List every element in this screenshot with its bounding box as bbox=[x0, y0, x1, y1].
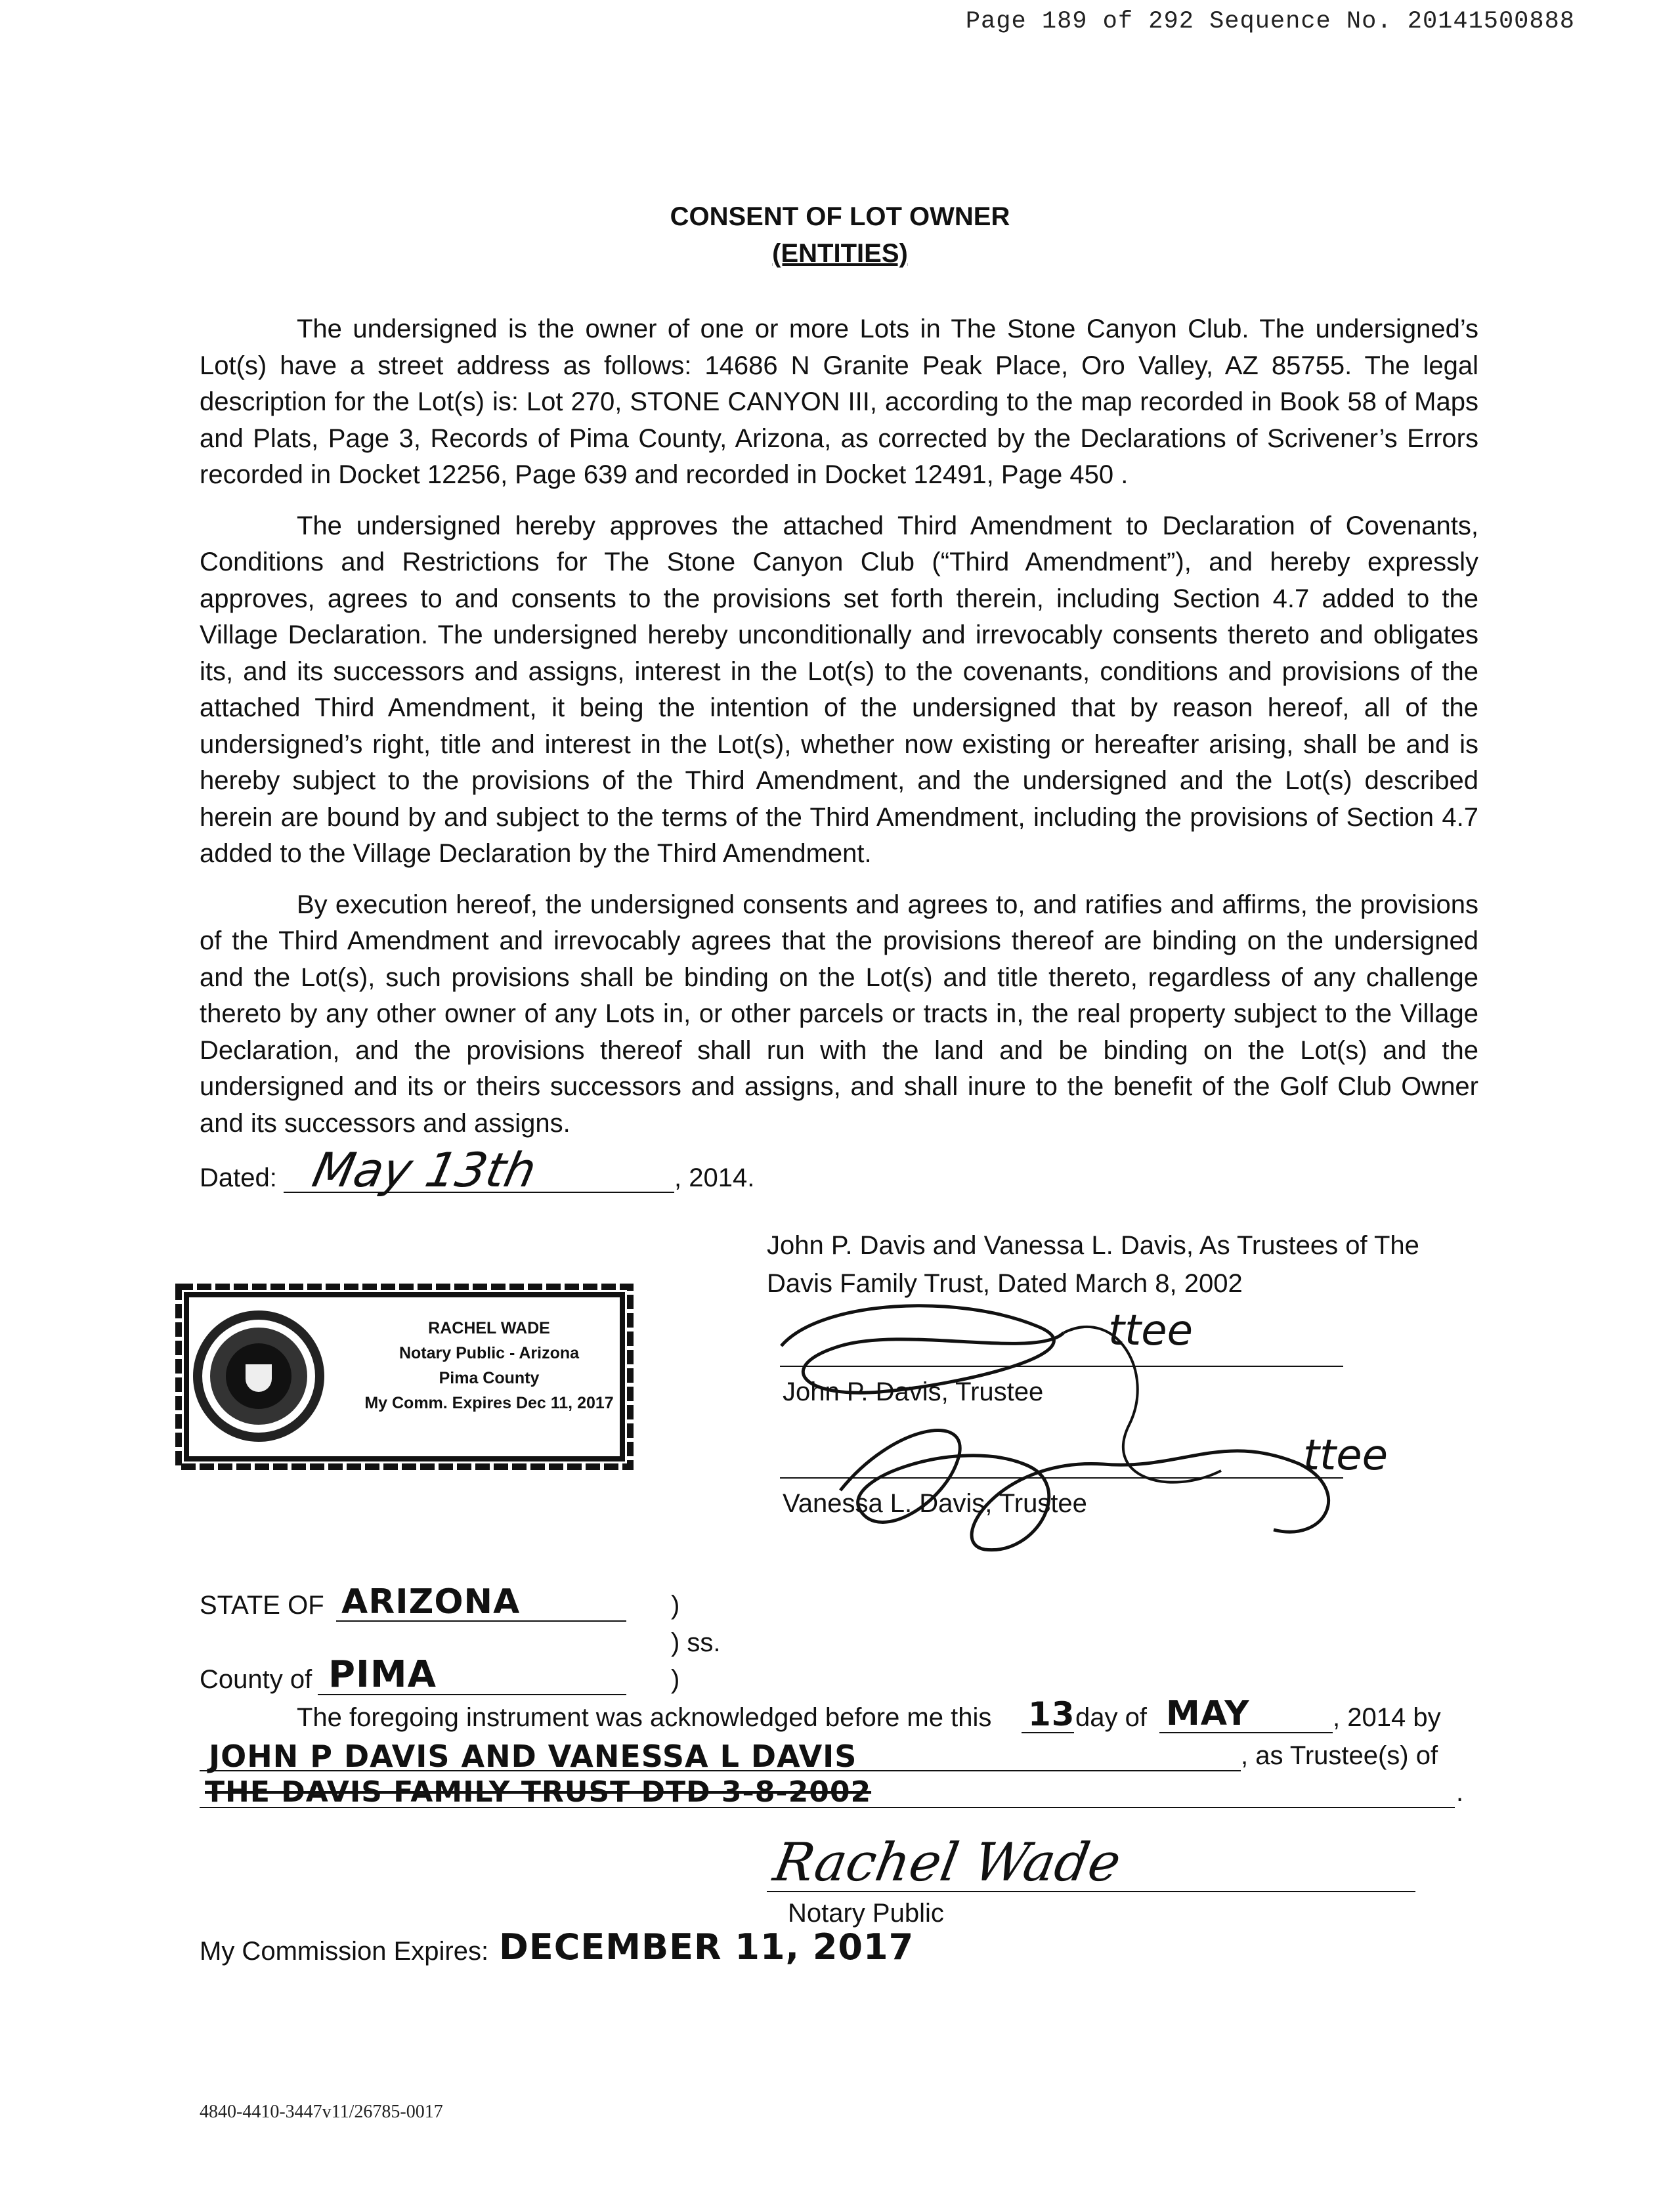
state-value-handwritten: ARIZONA bbox=[341, 1582, 521, 1622]
notary-caption: Notary Public bbox=[788, 1899, 944, 1928]
signer1-signature-line bbox=[780, 1366, 1343, 1367]
signer2-signature-line bbox=[780, 1477, 1343, 1479]
state-paren: ) bbox=[671, 1591, 680, 1620]
notary-signature-handwritten: Rachel Wade bbox=[769, 1832, 1126, 1893]
ack-trust-underline bbox=[200, 1807, 1455, 1808]
ack-month-underline bbox=[1159, 1732, 1333, 1733]
ack-year-by: , 2014 by bbox=[1333, 1703, 1441, 1732]
dated-year: , 2014. bbox=[674, 1163, 755, 1192]
county-paren: ) bbox=[671, 1665, 680, 1694]
paragraph-execution: By execution hereof, the undersigned consents and agrees to, and ratifies and affirms, the provisions of the Third Amendment and irrevocably agrees that the provisions thereof are binding on the undersigned and the Lot(s), such provisions shall be binding on the Lot(s) and title thereto, regardless of any challenge thereto by any other owner of any Lots in, or other parcels or tracts in, the real property subject to the Village Declaration, and the provisions thereof shall run with the land and be binding on the Lot(s) and the undersigned and its or theirs successors and assigns, and shall inure to the benefit of the Golf Club Owner and its successors and assigns. bbox=[200, 890, 1478, 1138]
county-value-handwritten: PIMA bbox=[328, 1653, 437, 1696]
ack-trustees-of: , as Trustee(s) of bbox=[1241, 1741, 1438, 1770]
paragraph-lot-description: The undersigned is the owner of one or more Lots in The Stone Canyon Club. The undersigned’s Lot(s) have a street address as follows: 14686 N Granite Peak Place, Oro Valley, AZ 85755. The legal description for the Lot(s) is: Lot 270, STONE CANYON III, according to the map recorded in Book 58 of Maps and Plats, Page 3, Records of Pima County, Arizona, as corrected by the Declarations of Scrivener’s Errors recorded in Docket 12256, Page 639 and recorded in Docket 12491, Page 450 . bbox=[200, 314, 1478, 489]
commission-label: My Commission Expires: bbox=[200, 1937, 489, 1966]
ack-period: . bbox=[1456, 1778, 1464, 1807]
signer2-caption: Vanessa L. Davis, Trustee bbox=[783, 1489, 1087, 1518]
notary-stamp-text bbox=[348, 1316, 630, 1416]
ss-label: ) ss. bbox=[671, 1628, 721, 1657]
title-sub: (ENTITIES) bbox=[772, 239, 908, 268]
notary-signature-line bbox=[767, 1891, 1415, 1892]
stamp-notary-name: RACHEL WADE bbox=[428, 1319, 550, 1337]
ack-names-underline bbox=[200, 1770, 1241, 1771]
ack-sentence-start: The foregoing instrument was acknowledged before me this bbox=[297, 1703, 992, 1732]
county-underline bbox=[318, 1694, 626, 1695]
document-id-footer: 4840-4410-3447v11/26785-0017 bbox=[200, 2102, 443, 2122]
stamp-notary-title: Notary Public - Arizona bbox=[398, 1344, 580, 1362]
ack-names-handwritten: JOHN P DAVIS AND VANESSA L DAVIS bbox=[209, 1739, 857, 1774]
body-text bbox=[200, 311, 1478, 1156]
page-sequence-header: Page 189 of 292 Sequence No. 20141500888 bbox=[965, 8, 1575, 35]
notary-stamp bbox=[172, 1272, 637, 1481]
signer2-ttee-handwritten: ttee bbox=[1303, 1431, 1388, 1480]
ack-day-handwritten: 13 bbox=[1028, 1695, 1075, 1733]
ack-day-underline bbox=[1022, 1732, 1074, 1733]
title-main: CONSENT OF LOT OWNER bbox=[670, 202, 1010, 231]
state-label: STATE OF bbox=[200, 1591, 324, 1620]
signatory-heading-1: John P. Davis and Vanessa L. Davis, As Trustees of The bbox=[767, 1231, 1419, 1260]
signer1-caption: John P. Davis, Trustee bbox=[783, 1377, 1044, 1406]
commission-value-handwritten: DECEMBER 11, 2017 bbox=[499, 1926, 915, 1968]
signature-block bbox=[767, 1226, 1489, 1303]
stamp-county: Pima County bbox=[439, 1369, 540, 1387]
state-underline bbox=[336, 1620, 626, 1622]
signer1-ttee-handwritten: ttee bbox=[1108, 1307, 1193, 1355]
dated-label: Dated: bbox=[200, 1163, 277, 1192]
county-label: County of bbox=[200, 1665, 312, 1694]
stamp-expires: My Comm. Expires Dec 11, 2017 bbox=[364, 1394, 614, 1412]
signatory-heading-2: Davis Family Trust, Dated March 8, 2002 bbox=[767, 1269, 1243, 1298]
ack-month-handwritten: MAY bbox=[1166, 1694, 1250, 1733]
ack-trust-handwritten: THE DAVIS FAMILY TRUST DTD 3-8-2002 bbox=[205, 1775, 872, 1809]
ack-day-of: day of bbox=[1075, 1703, 1147, 1732]
paragraph-approval: The undersigned hereby approves the attached Third Amendment to Declaration of Covenants, Conditions and Restrictions for The Stone Canyon Club (“Third Amendment”), and hereby expressly approves, agrees to and consents to the provisions set forth therein, including Section 4.7 added to the Village Declaration. The undersigned hereby unconditionally and irrevocably consents thereto and obligates its, and its successors and assigns, interest in the Lot(s) to the covenants, conditions and provisions of the attached Third Amendment, it being the intention of the undersigned that by reason hereof, all of the undersigned’s right, title and interest in the Lot(s), whether now existing or hereafter arising, shall be and is hereby subject to the provisions of the Third Amendment, and the undersigned and the Lot(s) described herein are bound by and subject to the terms of the Third Amendment, including the provisions of Section 4.7 added to the Village Declaration by the Third Amendment. bbox=[200, 511, 1478, 868]
document-title bbox=[0, 198, 1680, 272]
dated-handwritten: May 13th bbox=[308, 1142, 542, 1198]
